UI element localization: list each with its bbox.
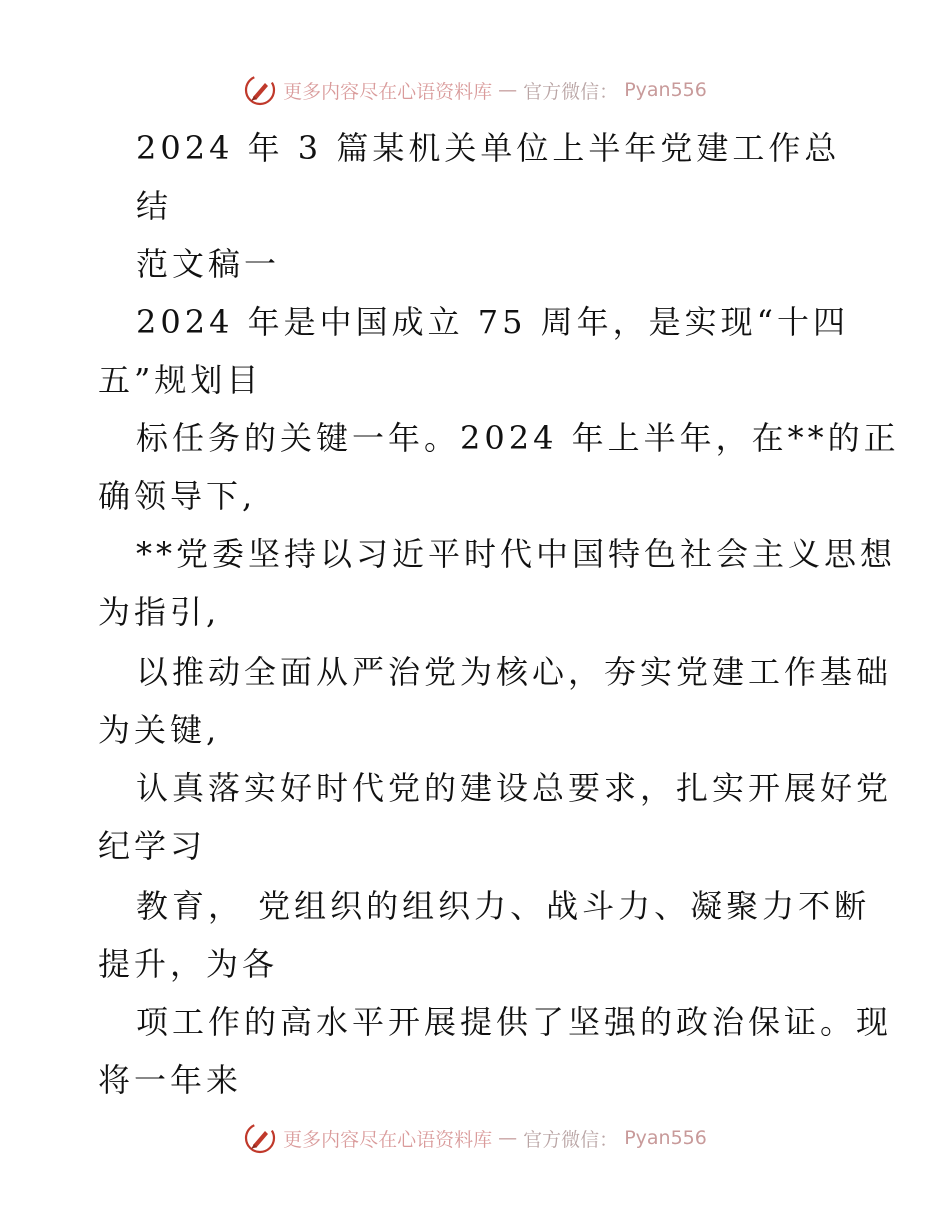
doc-subtitle: 范文稿一 xyxy=(136,245,281,283)
watermark-wechat-label: 官方微信： xyxy=(523,1128,619,1151)
doc-paragraph-line: **党委坚持以习近平时代中国特色社会主义思想 xyxy=(136,535,897,573)
doc-paragraph-line: 为指引, xyxy=(98,593,221,631)
doc-title-line-1: 2024 年 3 篇某机关单位上半年党建工作总 xyxy=(136,129,841,167)
doc-paragraph-line: 项工作的高水平开展提供了坚强的政治保证。现 xyxy=(136,1003,893,1041)
watermark-wechat-id: Pyan556 xyxy=(624,1127,707,1149)
doc-paragraph-line: 以推动全面从严治党为核心，夯实党建工作基础 xyxy=(136,653,893,691)
doc-paragraph-line: 确领导下, xyxy=(98,477,257,515)
doc-paragraph-line: 纪学习 xyxy=(98,827,207,865)
doc-paragraph-line: 标任务的关键一年。2024 年上半年，在**的正 xyxy=(136,419,900,457)
doc-paragraph-line: 五”规划目 xyxy=(98,361,263,399)
fountain-pen-logo-icon xyxy=(243,73,277,107)
fountain-pen-logo-icon xyxy=(243,1121,277,1155)
footer-watermark xyxy=(0,1118,950,1158)
watermark-brand-text: 更多内容尽在心语资料库 xyxy=(283,1128,493,1151)
doc-paragraph-line: 2024 年是中国成立 75 周年，是实现“十四 xyxy=(136,303,850,341)
doc-paragraph-line: 教育， 党组织的组织力、战斗力、凝聚力不断 xyxy=(136,887,871,925)
watermark-wechat-label: 官方微信： xyxy=(523,80,619,103)
doc-paragraph-line: 为关键, xyxy=(98,711,221,749)
watermark-dash: — xyxy=(498,79,518,101)
doc-paragraph-line: 将一年来 xyxy=(98,1061,243,1099)
watermark-brand-text: 更多内容尽在心语资料库 xyxy=(283,80,493,103)
watermark-dash: — xyxy=(498,1127,518,1149)
watermark-wechat-id: Pyan556 xyxy=(624,79,707,101)
header-watermark xyxy=(0,70,950,110)
doc-title-line-2: 结 xyxy=(136,187,173,225)
doc-paragraph-line: 认真落实好时代党的建设总要求，扎实开展好党 xyxy=(136,769,893,807)
doc-paragraph-line: 提升，为各 xyxy=(98,945,279,983)
